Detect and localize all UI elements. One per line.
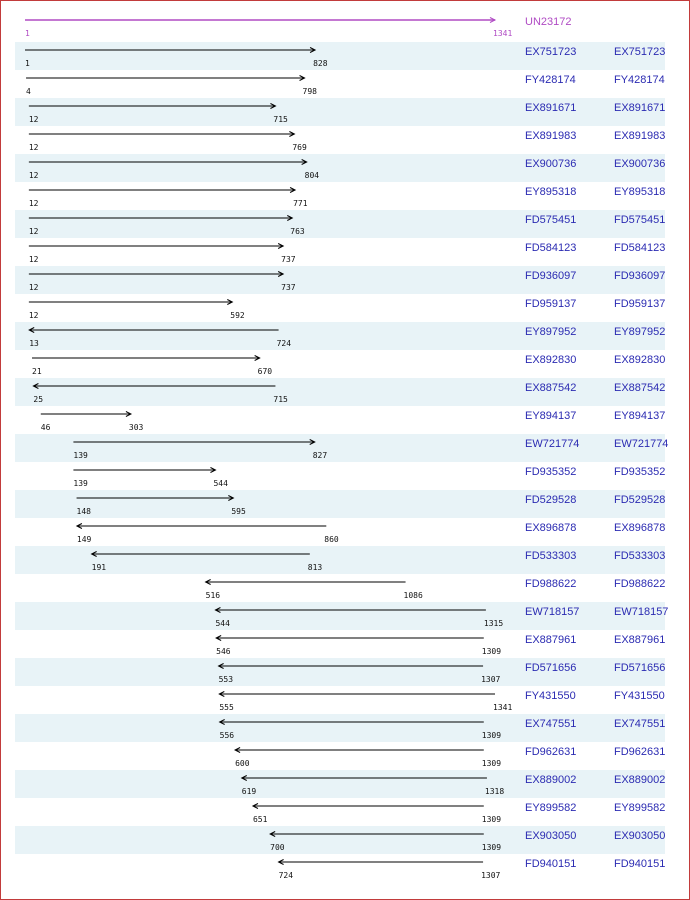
alignment-link[interactable]: EX903050	[614, 830, 666, 842]
alignment-end-label: 1309	[481, 759, 502, 768]
alignment-start-label: 12	[28, 115, 39, 124]
alignment-end-label: 1309	[481, 647, 502, 656]
alignment-link[interactable]: FD988622	[614, 578, 666, 590]
alignment-end-label: 595	[231, 507, 246, 516]
alignment-end-label: 724	[276, 339, 292, 348]
alignment-id[interactable]: EX892830	[525, 354, 577, 366]
alignment-start-label: 12	[28, 199, 39, 208]
alignment-link[interactable]: EY897952	[614, 326, 666, 338]
alignment-id[interactable]: EX900736	[525, 158, 577, 170]
alignment-end-label: 828	[313, 59, 328, 68]
alignment-start-label: 12	[28, 255, 39, 264]
alignment-end-label: 737	[281, 255, 296, 264]
alignment-id[interactable]: FY428174	[525, 74, 576, 86]
alignment-end-label: 592	[230, 311, 245, 320]
alignment-end-label: 1309	[481, 815, 502, 824]
alignment-end-label: 1309	[481, 843, 502, 852]
alignment-id[interactable]: EX889002	[525, 774, 577, 786]
alignment-start-label: 12	[28, 143, 39, 152]
alignment-start-label: 516	[205, 591, 221, 600]
alignment-start-label: 12	[28, 171, 39, 180]
alignment-link[interactable]: EY899582	[614, 802, 666, 814]
alignment-id[interactable]: EW718157	[525, 606, 580, 618]
alignment-link[interactable]: EX889002	[614, 774, 666, 786]
alignment-link[interactable]: FD962631	[614, 746, 666, 758]
alignment-start-label: 700	[270, 843, 285, 852]
alignment-end-label: 769	[292, 143, 307, 152]
alignment-id[interactable]: FY431550	[525, 690, 576, 702]
alignment-start-label: 148	[76, 507, 91, 516]
alignment-start-label: 544	[215, 619, 230, 628]
alignment-id[interactable]: FD940151	[525, 858, 577, 870]
alignment-id[interactable]: EY894137	[525, 410, 577, 422]
alignment-link[interactable]: EX896878	[614, 522, 666, 534]
alignment-start-label: 724	[278, 871, 294, 880]
alignment-link[interactable]: EW721774	[614, 438, 669, 450]
alignment-end-label: 771	[293, 199, 308, 208]
alignment-id[interactable]: FD571656	[525, 662, 577, 674]
alignment-link[interactable]: FD533303	[614, 550, 666, 562]
alignment-end-label: 737	[281, 283, 296, 292]
alignment-link[interactable]: FD940151	[614, 858, 666, 870]
alignment-start-label: 4	[26, 87, 31, 96]
alignment-end-label: 827	[312, 451, 328, 460]
alignment-start-label: 556	[219, 731, 235, 740]
alignment-link[interactable]: EX887961	[614, 634, 666, 646]
alignment-end-label: 1086	[403, 591, 423, 600]
alignment-end-label: 1307	[481, 871, 501, 880]
alignment-start-label: 139	[73, 451, 88, 460]
alignment-end-label: 1315	[483, 619, 504, 628]
alignment-link[interactable]: EX891671	[614, 102, 666, 114]
alignment-link[interactable]: EY894137	[614, 410, 666, 422]
alignment-id[interactable]: FD584123	[525, 242, 577, 254]
alignment-id[interactable]: EY897952	[525, 326, 577, 338]
alignment-start-label: 12	[28, 311, 39, 320]
reference-end-label: 1341	[493, 29, 513, 38]
reference-start-label: 1	[25, 29, 30, 38]
alignment-link[interactable]: FY431550	[614, 690, 665, 702]
alignment-id[interactable]: FD533303	[525, 550, 577, 562]
alignment-link[interactable]: FY428174	[614, 74, 665, 86]
alignment-id[interactable]: EX751723	[525, 46, 577, 58]
alignment-end-label: 715	[273, 115, 288, 124]
alignment-start-label: 651	[252, 815, 268, 824]
alignment-end-label: 715	[273, 395, 288, 404]
alignment-id[interactable]: FD575451	[525, 214, 577, 226]
alignment-id[interactable]: FD935352	[525, 466, 577, 478]
alignment-id[interactable]: EX903050	[525, 830, 577, 842]
alignment-end-label: 804	[304, 171, 320, 180]
alignment-end-label: 1318	[484, 787, 505, 796]
alignment-start-label: 21	[32, 367, 42, 376]
alignment-id[interactable]: EW721774	[525, 438, 580, 450]
alignment-id[interactable]: FD529528	[525, 494, 577, 506]
alignment-end-label: 1341	[493, 703, 513, 712]
alignment-link[interactable]: FD575451	[614, 214, 666, 226]
alignment-id[interactable]: FD959137	[525, 298, 577, 310]
alignment-link[interactable]: EX751723	[614, 46, 666, 58]
alignment-start-label: 12	[28, 227, 39, 236]
alignment-id[interactable]: FD936097	[525, 270, 577, 282]
alignment-end-label: 860	[324, 535, 339, 544]
alignment-link[interactable]: FD936097	[614, 270, 666, 282]
alignment-link[interactable]: EW718157	[614, 606, 669, 618]
alignment-id[interactable]: EX887961	[525, 634, 577, 646]
alignment-id[interactable]: EY895318	[525, 186, 577, 198]
alignment-link[interactable]: FD529528	[614, 494, 666, 506]
alignment-start-label: 600	[235, 759, 250, 768]
alignment-link[interactable]: FD935352	[614, 466, 666, 478]
alignment-end-label: 813	[307, 563, 323, 572]
alignment-start-label: 191	[91, 563, 107, 572]
alignment-start-label: 149	[76, 535, 92, 544]
alignment-link[interactable]: EY895318	[614, 186, 666, 198]
alignment-end-label: 798	[302, 87, 317, 96]
alignment-id[interactable]: EX891983	[525, 130, 577, 142]
alignment-end-label: 1309	[481, 731, 502, 740]
alignment-id[interactable]: EX747551	[525, 718, 577, 730]
alignment-end-label: 303	[128, 423, 144, 432]
alignment-link[interactable]: EX887542	[614, 382, 666, 394]
alignment-link[interactable]: EX900736	[614, 158, 666, 170]
alignment-start-label: 553	[218, 675, 234, 684]
alignment-link[interactable]: FD584123	[614, 242, 666, 254]
alignment-id[interactable]: EX891671	[525, 102, 577, 114]
alignment-link[interactable]: EX891983	[614, 130, 666, 142]
alignment-id[interactable]: EX887542	[525, 382, 577, 394]
reference-id: UN23172	[525, 16, 572, 28]
alignment-start-label: 139	[73, 479, 88, 488]
alignment-start-label: 619	[241, 787, 257, 796]
alignment-start-label: 546	[216, 647, 231, 656]
alignment-start-label: 25	[33, 395, 44, 404]
alignment-link[interactable]: FD959137	[614, 298, 666, 310]
alignment-link[interactable]: EX747551	[614, 718, 666, 730]
alignment-end-label: 670	[257, 367, 273, 376]
alignment-end-label: 1307	[481, 675, 501, 684]
alignment-id[interactable]: EX896878	[525, 522, 577, 534]
alignment-start-label: 555	[219, 703, 234, 712]
alignment-start-label: 1	[25, 59, 30, 68]
alignment-link[interactable]: FD571656	[614, 662, 666, 674]
alignment-link[interactable]: EX892830	[614, 354, 666, 366]
alignment-start-label: 13	[29, 339, 39, 348]
alignment-id[interactable]: FD962631	[525, 746, 577, 758]
alignment-end-label: 763	[290, 227, 305, 236]
alignment-id[interactable]: FD988622	[525, 578, 577, 590]
alignment-id[interactable]: EY899582	[525, 802, 577, 814]
alignment-start-label: 12	[28, 283, 39, 292]
alignment-start-label: 46	[40, 423, 51, 432]
alignment-end-label: 544	[213, 479, 228, 488]
